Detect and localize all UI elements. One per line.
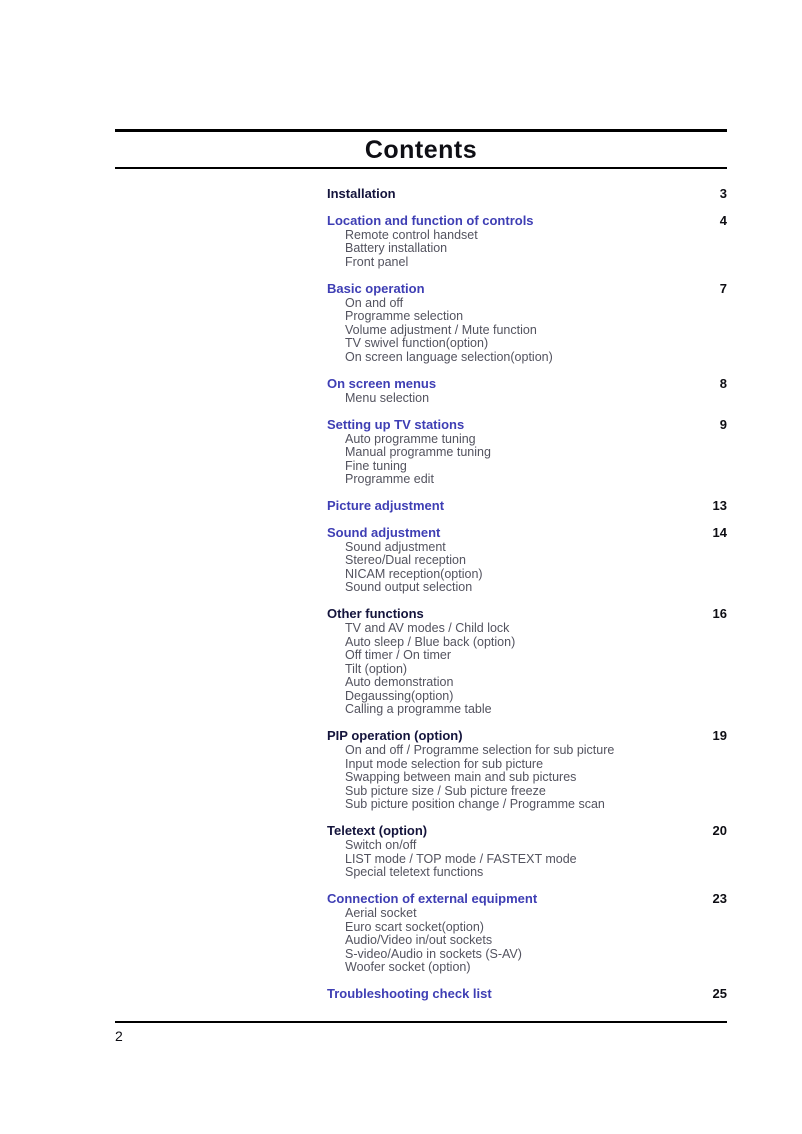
toc-subitem: Programme selection — [345, 309, 464, 323]
toc-entry — [327, 526, 727, 595]
toc-entry-row — [327, 418, 727, 432]
toc-subitem: Degaussing(option) — [345, 688, 454, 703]
toc-entry-row — [327, 892, 727, 906]
toc-subitem: On and off — [345, 295, 404, 310]
toc-entry-row — [327, 499, 727, 513]
toc-entry-title: Installation — [327, 186, 396, 201]
toc-entry-subitems — [345, 541, 727, 595]
toc-entry-row — [327, 824, 727, 838]
toc-entry-subitems — [345, 839, 727, 880]
toc-entry — [327, 729, 727, 812]
toc-subitem: Sub picture size / Sub picture freeze — [345, 783, 546, 798]
toc-entry — [327, 824, 727, 880]
toc-subitem: Off timer / On timer — [345, 648, 452, 662]
toc-subitem: Auto programme tuning — [345, 431, 476, 446]
toc-subitem: Swapping between main and sub pictures — [345, 770, 577, 784]
toc-subitem: Aerial socket — [345, 906, 417, 920]
toc-entry-row — [327, 987, 727, 1001]
toc-entry — [327, 214, 727, 270]
toc-entry-title: Sound adjustment — [327, 524, 441, 540]
bottom-rule — [115, 1021, 727, 1023]
toc-entry-title: Connection of external equipment — [327, 891, 538, 906]
toc-subitem: On screen language selection(option) — [345, 349, 553, 364]
toc-entry-page-number: 23 — [712, 891, 727, 906]
toc-entry — [327, 377, 727, 406]
toc-entry-title: PIP operation (option) — [327, 728, 463, 743]
toc-entry-page-number: 9 — [719, 416, 727, 432]
toc-subitem: Programme edit — [345, 472, 434, 486]
toc-subitem: Remote control handset — [345, 227, 478, 242]
toc-entry-row — [327, 607, 727, 621]
toc-subitem: Calling a programme table — [345, 702, 492, 716]
toc-entry-title: Location and function of controls — [327, 212, 534, 228]
toc-entry — [327, 987, 727, 1001]
toc-entry-title: Teletext (option) — [327, 823, 428, 838]
toc-subitem: Tilt (option) — [345, 661, 408, 676]
toc-subitem: Input mode selection for sub picture — [345, 756, 544, 771]
toc-entry-title: Basic operation — [327, 280, 425, 296]
toc-subitem: LIST mode / TOP mode / FASTEXT mode — [345, 851, 577, 866]
toc-entry — [327, 892, 727, 975]
toc-subitem: Auto sleep / Blue back (option) — [345, 634, 516, 649]
toc-entry-page-number: 16 — [712, 606, 727, 621]
toc-entry-row — [327, 214, 727, 228]
toc-entry-page-number: 4 — [719, 212, 727, 228]
toc-entry — [327, 499, 727, 513]
toc-subitem: Sub picture position change / Programme scan — [345, 797, 605, 811]
toc-subitem: On and off / Programme selection for sub picture — [345, 743, 615, 757]
toc-subitem: Sound output selection — [345, 580, 473, 594]
toc-entry-page-number: 13 — [712, 498, 727, 513]
toc-subitem: Volume adjustment / Mute function — [345, 322, 537, 337]
toc-entry-page-number: 20 — [712, 823, 727, 838]
toc-entry — [327, 187, 727, 201]
toc-entry-row — [327, 187, 727, 201]
page-title: Contents — [364, 136, 478, 164]
toc-entry-subitems — [345, 907, 727, 975]
toc-entry-subitems — [345, 392, 727, 406]
toc-subitem: Fine tuning — [345, 458, 407, 473]
toc-entry-title: Other functions — [327, 606, 424, 621]
toc-entry-row — [327, 729, 727, 743]
toc-subitem: NICAM reception(option) — [345, 566, 483, 581]
toc-entry-title: Picture adjustment — [327, 498, 445, 513]
toc-entry-page-number: 14 — [712, 524, 727, 540]
toc-entry-title: Troubleshooting check list — [327, 986, 492, 1001]
toc-entry-subitems — [345, 433, 727, 487]
toc-subitem: Special teletext functions — [345, 865, 484, 879]
toc-entry-page-number: 19 — [712, 728, 727, 743]
toc-subitem: Woofer socket (option) — [345, 960, 471, 974]
toc-entry-subitems — [345, 744, 727, 812]
toc-subitem: Auto demonstration — [345, 675, 454, 689]
toc-entry-subitems — [345, 297, 727, 365]
toc-entry-page-number: 7 — [719, 280, 727, 296]
toc-entry-page-number: 3 — [719, 186, 727, 201]
toc-subitem: S-video/Audio in sockets (S-AV) — [345, 946, 522, 961]
toc-entry-page-number: 8 — [719, 375, 727, 391]
toc-subitem: Menu selection — [345, 390, 430, 405]
toc-subitem: Stereo/Dual reception — [345, 553, 466, 567]
toc-entry — [327, 607, 727, 717]
toc-subitem: Sound adjustment — [345, 539, 446, 554]
toc-entry-title: Setting up TV stations — [327, 416, 465, 432]
toc-subitem: Euro scart socket(option) — [345, 919, 484, 934]
toc-entry-subitems — [345, 622, 727, 717]
toc-entry — [327, 282, 727, 365]
toc-entry-title: On screen menus — [327, 375, 437, 391]
toc-entry-row — [327, 282, 727, 296]
toc-subitem: TV swivel function(option) — [345, 336, 489, 350]
title-underline-rule — [115, 167, 727, 169]
toc-entry-subitems — [345, 229, 727, 270]
toc-subitem: Switch on/off — [345, 838, 417, 852]
toc-entry — [327, 418, 727, 487]
top-rule — [115, 129, 727, 132]
toc-subitem: TV and AV modes / Child lock — [345, 621, 510, 635]
toc-subitem: Front panel — [345, 254, 409, 269]
toc-subitem: Manual programme tuning — [345, 445, 491, 459]
toc-entry-row — [327, 377, 727, 391]
toc-subitem: Audio/Video in/out sockets — [345, 933, 493, 947]
footer-page-number: 2 — [115, 1028, 123, 1044]
toc-entry-page-number: 25 — [712, 986, 727, 1001]
table-of-contents — [327, 187, 727, 1014]
toc-subitem: Battery installation — [345, 241, 448, 255]
toc-entry-row — [327, 526, 727, 540]
